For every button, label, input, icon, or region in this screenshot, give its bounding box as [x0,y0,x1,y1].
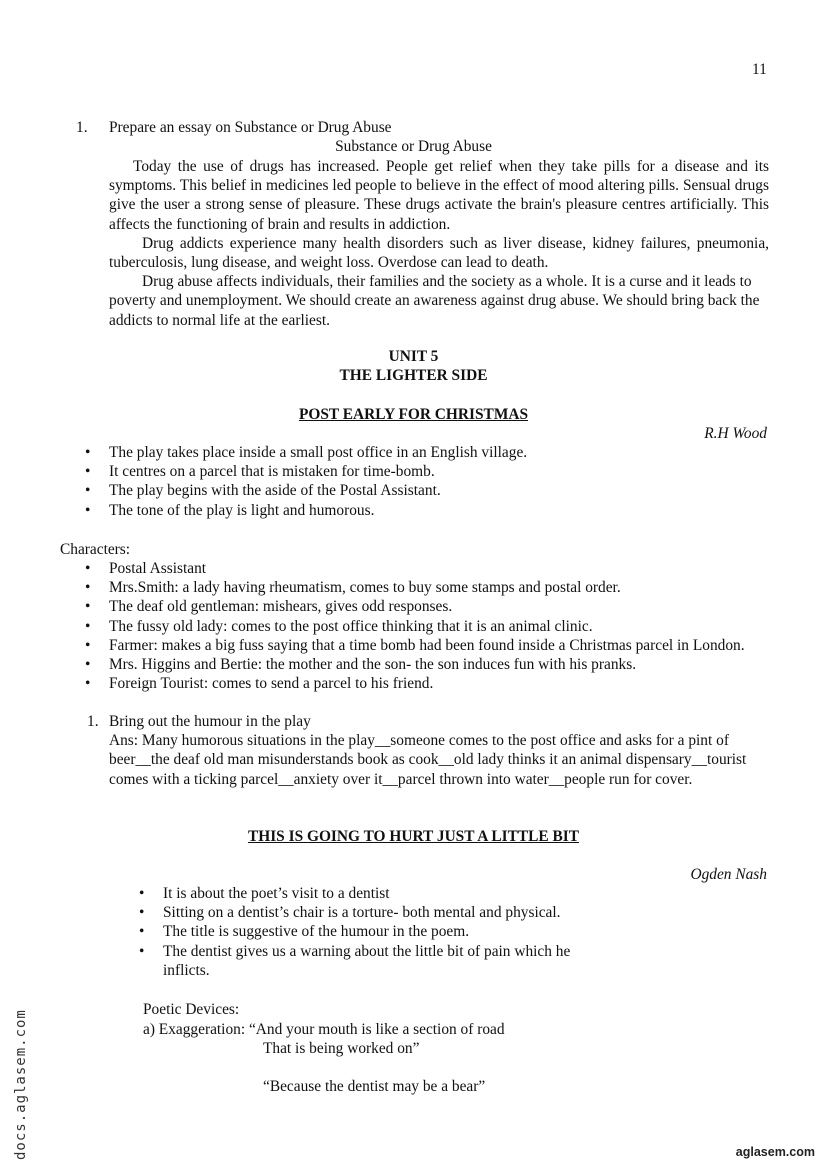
section-title-hurt: THIS IS GOING TO HURT JUST A LITTLE BIT [247,828,580,845]
list-item: • Foreign Tourist: comes to send a parcel to his friend. [85,675,434,693]
poem-summary-list [139,884,623,980]
list-item: • Mrs. Higgins and Bertie: the mother and the son- the son induces fun with his pranks. [85,656,637,674]
essay-paragraph: Drug abuse affects individuals, their families and the society as a whole. It is a curse and it leads to poverty and unemployment. We should create an awareness against drug abuse. We should bring back the addicts to normal life at the earliest. [109,273,760,329]
list-item: • It centres on a parcel that is mistaken for time-bomb. [85,463,435,481]
device-quote-second: “Because the dentist may be a bear” [263,1078,486,1095]
list-item: • Farmer: makes a big fuss saying that a time bomb had been found inside a Christmas parcel in London. [85,636,745,654]
list-item: • The play begins with the aside of the Postal Assistant. [85,482,441,500]
essay-body [109,157,769,330]
list-item: • It is about the poet’s visit to a dentist [139,885,390,902]
poetic-devices [143,1000,505,1039]
corner-watermark: aglasem.com [735,1145,815,1159]
list-item: • The deaf old gentleman: mishears, gives odd responses. [85,598,453,616]
essay-title: Substance or Drug Abuse [335,138,492,155]
unit-heading [0,347,827,385]
device-exaggeration: a) Exaggeration: “And your mouth is like a section of road [143,1021,505,1039]
essay-paragraph: Today the use of drugs has increased. People get relief when they take pills for a disease and its symptoms. This belief in medicines led people to believe in the effect of mood altering pills. Sensual drugs give the user a strong sense of pleasure. These drugs activate the brain's pleasure centres artificially. This affects the functioning of brain and results in addiction. [109,158,769,233]
question-prompt: Prepare an essay on Substance or Drug Abuse [109,119,392,136]
list-item: • Sitting on a dentist’s chair is a torture- both mental and physical. [139,904,561,922]
list-item: • The dentist gives us a warning about the little bit of pain which he inflicts. [139,942,571,979]
device-quote-line: That is being worked on” [263,1040,420,1057]
characters-label: Characters: [60,541,131,558]
question-text: Bring out the humour in the play [109,713,311,730]
question-number: 1. [76,119,88,136]
list-item: • Postal Assistant [85,560,207,577]
question-number: 1. [87,713,99,730]
list-item: • The fussy old lady: comes to the post office thinking that it is an animal clinic. [85,617,593,635]
question-block [109,712,769,789]
list-item: • Mrs.Smith: a lady having rheumatism, comes to buy some stamps and postal order. [85,579,621,597]
section-author-nash: Ogden Nash [690,866,767,883]
poetic-devices-label: Poetic Devices: [143,1001,240,1018]
characters-list [85,559,769,693]
answer-text: Ans: Many humorous situations in the play__someone comes to the post office and asks for a pint of beer__the deaf old man misunderstands book as cook__old lady thinks it an animal dispensary__tourist comes with a ticking parcel__anxiety over it__parcel thrown into water__people run for cover. [109,732,747,788]
play-summary-list [85,443,769,520]
unit-title: THE LIGHTER SIDE [339,367,488,385]
unit-label: UNIT 5 [388,348,439,365]
section-author-wood: R.H Wood [704,425,767,442]
list-item: • The tone of the play is light and humorous. [85,501,375,519]
list-item: • The title is suggestive of the humour in the poem. [139,923,470,941]
side-watermark: docs.aglasem.com [13,1009,29,1160]
page-number: 11 [752,61,767,78]
section-title-post-early: POST EARLY FOR CHRISTMAS [298,406,529,423]
essay-paragraph: Drug addicts experience many health disorders such as liver disease, kidney failures, pneumonia, tuberculosis, lung disease, and weight loss. Overdose can lead to death. [109,234,769,272]
list-item: • The play takes place inside a small post office in an English village. [85,444,528,461]
